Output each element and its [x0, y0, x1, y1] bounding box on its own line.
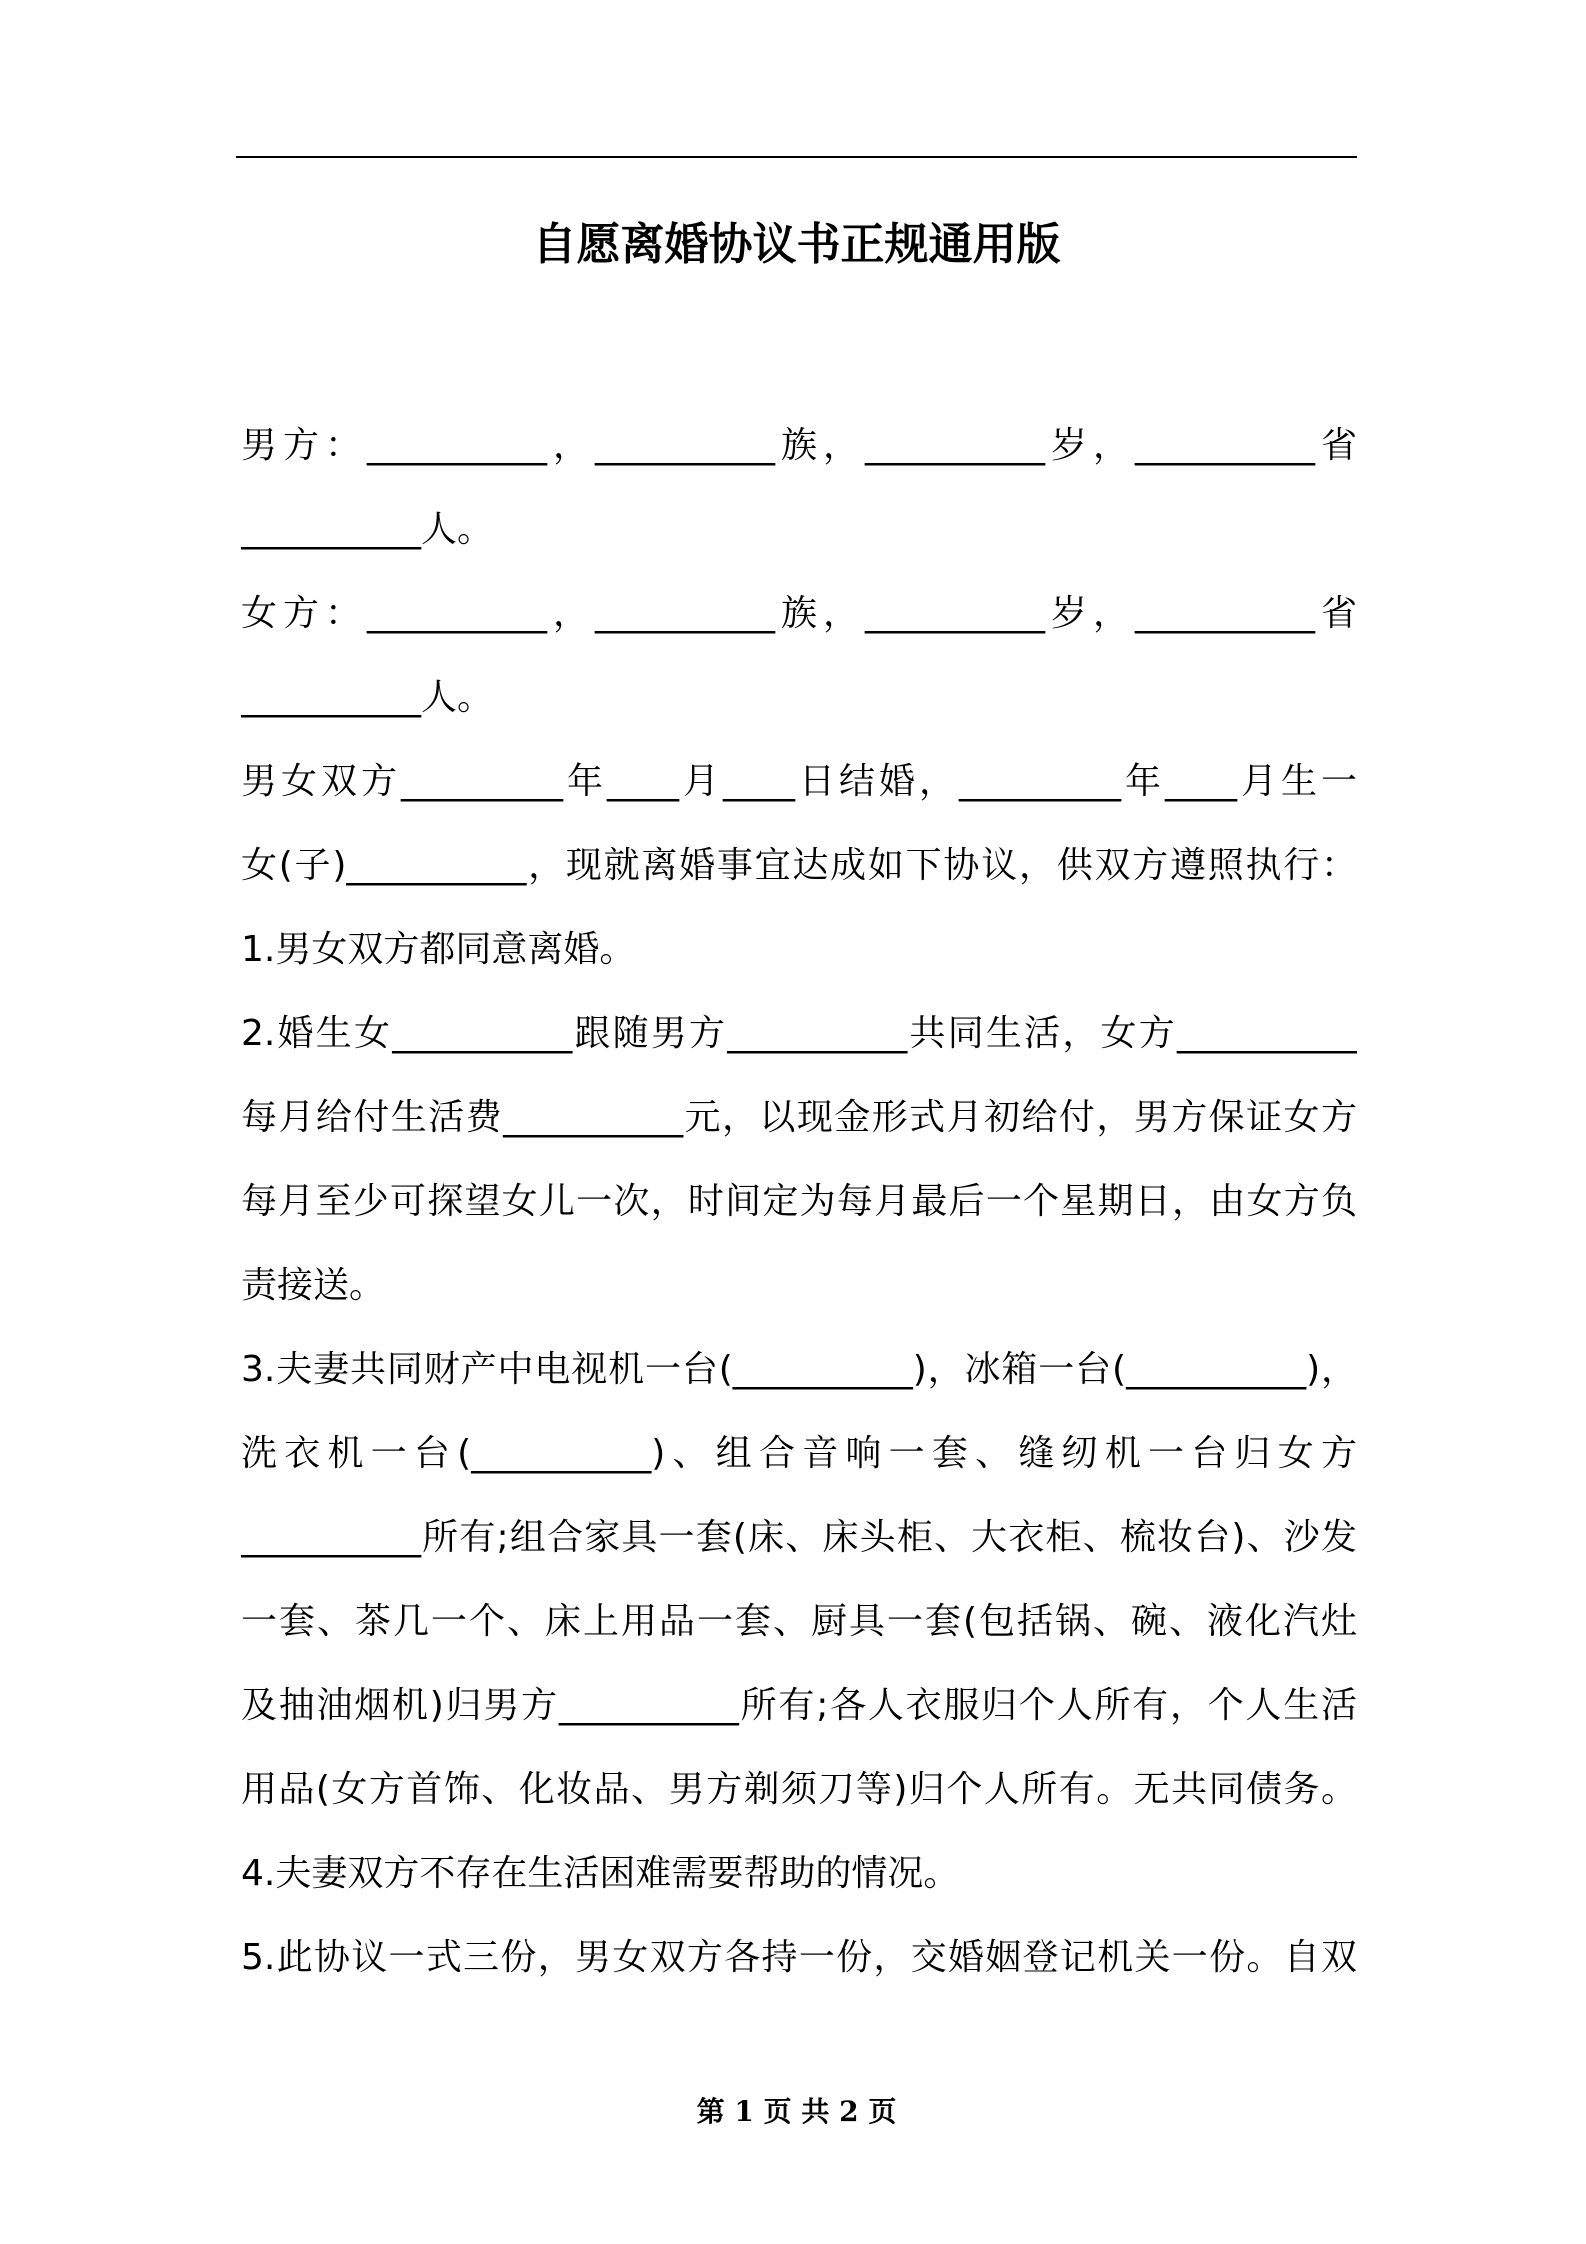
- page-number: 第 1 页 共 2 页: [696, 2095, 897, 2128]
- paragraph-line: 及抽油烟机)归男方__________所有;各人衣服归个人所有，个人生活: [241, 1685, 1357, 1726]
- paragraph-line: 4.夫妻双方不存在生活困难需要帮助的情况。: [241, 1853, 960, 1894]
- paragraph-line: 用品(女方首饰、化妆品、男方剃须刀等)归个人所有。无共同债务。: [241, 1769, 1357, 1810]
- document-body: [241, 404, 1357, 2000]
- paragraph-line: 2.婚生女__________跟随男方__________共同生活，女方__________: [241, 1013, 1357, 1054]
- paragraph-line: 女(子)__________，现就离婚事宜达成如下协议，供双方遵照执行：: [241, 845, 1357, 886]
- header-rule: [236, 156, 1357, 158]
- paragraph-line: __________人。: [241, 677, 494, 718]
- paragraph-line: 每月至少可探望女儿一次，时间定为每月最后一个星期日，由女方负: [241, 1181, 1357, 1222]
- paragraph-line: 女方：__________，__________族，__________岁，__________省: [241, 593, 1357, 634]
- paragraph-line: __________所有;组合家具一套(床、床头柜、大衣柜、梳妆台)、沙发: [241, 1517, 1357, 1558]
- paragraph-line: 3.夫妻共同财产中电视机一台(__________)，冰箱一台(__________)，: [241, 1349, 1357, 1390]
- paragraph-line: 每月给付生活费__________元，以现金形式月初给付，男方保证女方: [241, 1097, 1357, 1138]
- document-title: 自愿离婚协议书正规通用版: [532, 219, 1061, 270]
- paragraph-line: 责接送。: [241, 1265, 386, 1306]
- paragraph-line: 5.此协议一式三份，男女双方各持一份，交婚姻登记机关一份。自双: [241, 1937, 1357, 1978]
- paragraph-line: 一套、茶几一个、床上用品一套、厨具一套(包括锅、碗、液化汽灶: [241, 1601, 1357, 1642]
- paragraph-line: 洗衣机一台(__________)、组合音响一套、缝纫机一台归女方: [241, 1433, 1357, 1474]
- paragraph-line: 男女双方_________年____月____日结婚，_________年____月生一: [241, 761, 1357, 802]
- paragraph-line: __________人。: [241, 509, 494, 550]
- paragraph-line: 男方：__________，__________族，__________岁，__________省: [241, 425, 1357, 466]
- paragraph-line: 1.男女双方都同意离婚。: [241, 929, 636, 970]
